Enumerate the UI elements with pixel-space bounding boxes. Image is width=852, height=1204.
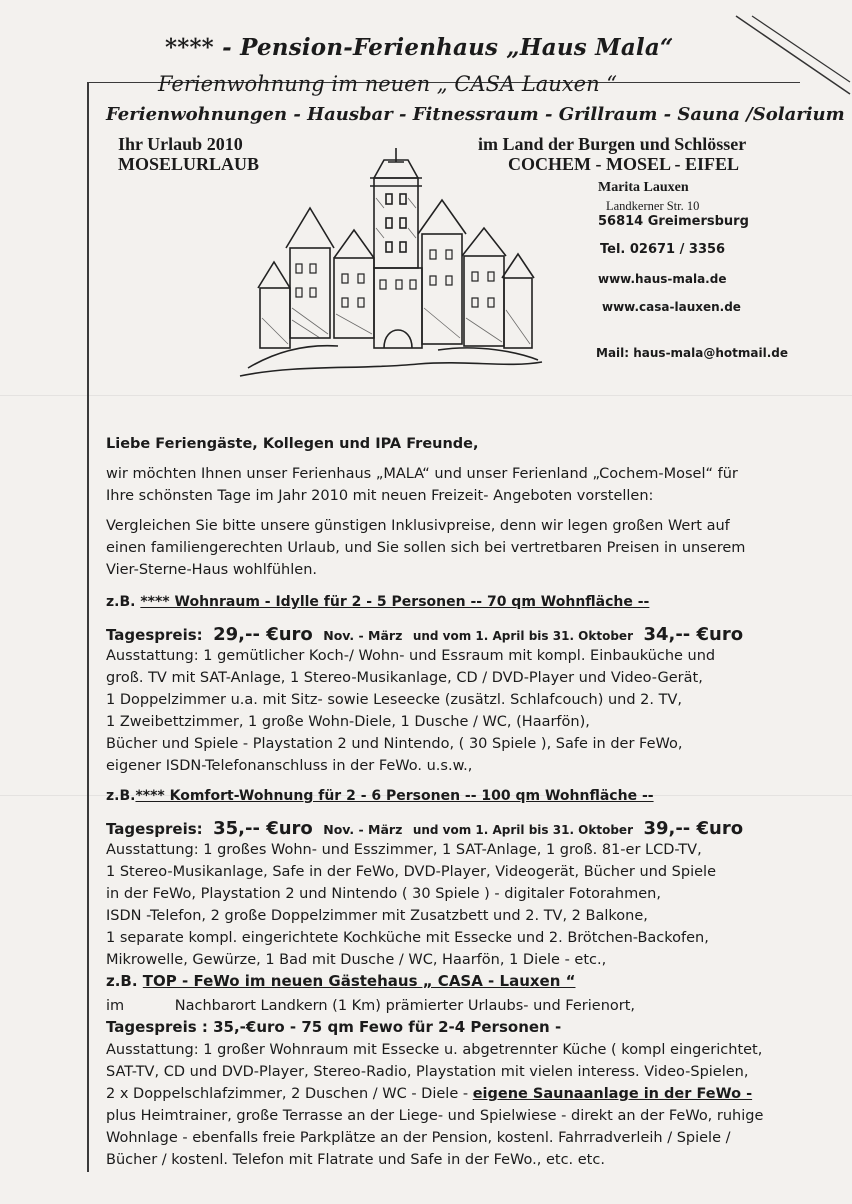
offer3-heading <box>106 972 575 990</box>
offer2-line: in der FeWo, Playstation 2 und Nintendo ( 30 Spiele ) - digitaler Fotorahmen, <box>106 886 661 902</box>
intro-line-1: wir möchten Ihnen unser Ferienhaus „MALA“ und unser Ferienland „Cochem-Mosel“ für <box>106 466 738 482</box>
offer1-line: Bücher und Spiele - Playstation 2 und Nintendo, ( 30 Spiele ), Safe in der FeWo, <box>106 736 683 752</box>
offer1-price-line <box>106 624 743 645</box>
offer2-price-label: Tagespreis: <box>106 820 203 838</box>
offer2-line: 1 Stereo-Musikanlage, Safe in der FeWo, DVD-Player, Videogerät, Bücher und Spiele <box>106 864 716 880</box>
offer1-season: Nov. - März <box>323 628 403 643</box>
header-left-1: Ihr Urlaub 2010 <box>118 134 243 154</box>
header-right-2: COCHEM - MOSEL - EIFEL <box>508 154 740 174</box>
offer2-heading <box>106 788 654 804</box>
compare-line-2: einen familiengerechten Urlaub, und Sie sollen sich bei vertretbaren Preisen in unserem <box>106 540 746 556</box>
offer2-season-2: und vom 1. April bis 31. Oktober <box>412 823 633 837</box>
header-title: **** - Pension-Ferienhaus „Haus Mala“ <box>165 34 674 61</box>
letter-greeting: Liebe Feriengäste, Kollegen und IPA Freunde, <box>106 436 479 452</box>
offer3-location: Nachbarort Landkern (1 Km) prämierter Urlaubs- und Ferienort, <box>174 998 636 1014</box>
offer3-line: plus Heimtrainer, große Terrasse an der Liege- und Spielwiese - direkt an der FeWo, ruhige <box>106 1108 764 1124</box>
offer2-line: 1 separate kompl. eingerichtete Kochküche mit Essecke und 2. Brötchen-Backofen, <box>106 930 709 946</box>
offer2-price-1: 35,-- €uro <box>213 818 313 839</box>
offer3-location-line <box>106 996 635 1018</box>
offer1-season-2: und vom 1. April bis 31. Oktober <box>412 629 633 643</box>
offer2-price-2: 39,-- €uro <box>643 818 744 839</box>
compare-line-3: Vier-Sterne-Haus wohlfühlen. <box>106 562 318 578</box>
contact-email[interactable]: Mail: haus-mala@hotmail.de <box>596 346 788 360</box>
offer3-sauna-highlight: eigene Saunaanlage in der FeWo - <box>472 1086 753 1102</box>
contact-website-1[interactable]: www.haus-mala.de <box>598 272 727 286</box>
offer3-line: SAT-TV, CD und DVD-Player, Stereo-Radio, Playstation mit vielen interess. Video-Spielen, <box>106 1064 749 1080</box>
header-amenities: Ferienwohnungen - Hausbar - Fitnessraum - Grillraum - Sauna /Solarium <box>106 104 845 125</box>
offer2-line: ISDN -Telefon, 2 große Doppelzimmer mit Zusatzbett und 2. TV, 2 Balkone, <box>106 908 648 924</box>
offer1-line: Ausstattung: 1 gemütlicher Koch-/ Wohn- und Essraum mit kompl. Einbauküche und <box>106 648 716 664</box>
offer1-heading <box>106 594 649 610</box>
corner-staple-lines <box>728 14 852 104</box>
offer2-price-line <box>106 818 743 839</box>
left-border-line <box>87 82 89 1172</box>
header-subtitle: Ferienwohnung im neuen „ CASA Lauxen “ <box>158 72 618 96</box>
offer3-prefix: z.B. <box>106 972 138 990</box>
header-left-2: MOSELURLAUB <box>118 154 260 174</box>
offer2-title: **** Komfort-Wohnung für 2 - 6 Personen -- 100 qm Wohnfläche -- <box>135 788 654 804</box>
contact-street: Landkerner Str. 10 <box>606 199 700 213</box>
contact-city: 56814 Greimersburg <box>598 214 749 229</box>
offer3-location-prefix: im <box>106 998 125 1014</box>
offer3-line: Wohnlage - ebenfalls freie Parkplätze an der Pension, kostenl. Fahrradverleih / Spiele / <box>106 1130 731 1146</box>
offer2-prefix: z.B. <box>106 788 136 804</box>
offer1-prefix: z.B. <box>106 594 141 610</box>
offer1-line: groß. TV mit SAT-Anlage, 1 Stereo-Musikanlage, CD / DVD-Player und Video-Gerät, <box>106 670 703 686</box>
offer3-line: Bücher / kostenl. Telefon mit Flatrate und Safe in der FeWo., etc. etc. <box>106 1152 605 1168</box>
offer1-line: eigener ISDN-Telefonanschluss in der FeWo. u.s.w., <box>106 758 473 774</box>
offer3-title: TOP - FeWo im neuen Gästehaus „ CASA - Lauxen “ <box>142 972 576 990</box>
offer1-price-label: Tagespreis: <box>106 626 203 644</box>
offer1-price-2: 34,-- €uro <box>643 624 744 645</box>
paper-fold <box>0 395 852 396</box>
offer2-season: Nov. - März <box>323 822 403 837</box>
castle-illustration <box>238 138 544 382</box>
offer3-line-3 <box>106 1084 752 1106</box>
contact-name: Marita Lauxen <box>598 180 689 195</box>
contact-website-2[interactable]: www.casa-lauxen.de <box>602 300 741 314</box>
offer1-line: 1 Zweibettzimmer, 1 große Wohn-Diele, 1 Dusche / WC, (Haarfön), <box>106 714 590 730</box>
intro-line-2: Ihre schönsten Tage im Jahr 2010 mit neuen Freizeit- Angeboten vorstellen: <box>106 488 654 504</box>
offer1-price-1: 29,-- €uro <box>213 624 313 645</box>
offer3-line3-start: 2 x Doppelschlafzimmer, 2 Duschen / WC - Diele - <box>106 1086 473 1102</box>
offer2-line: Mikrowelle, Gewürze, 1 Bad mit Dusche / WC, Haarfön, 1 Diele - etc., <box>106 952 607 968</box>
offer1-line: 1 Doppelzimmer u.a. mit Sitz- sowie Leseecke (zusätzl. Schlafcouch) und 2. TV, <box>106 692 683 708</box>
header-right-1: im Land der Burgen und Schlösser <box>478 134 747 154</box>
offer3-line: Ausstattung: 1 großer Wohnraum mit Essecke u. abgetrennter Küche ( kompl eingerichtet, <box>106 1042 763 1058</box>
offer3-price-line: Tagespreis : 35,-€uro - 75 qm Fewo für 2-4 Personen - <box>106 1018 562 1036</box>
contact-phone: Tel. 02671 / 3356 <box>600 242 726 257</box>
compare-line-1: Vergleichen Sie bitte unsere günstigen Inklusivpreise, denn wir legen großen Wert auf <box>106 518 730 534</box>
offer1-title: **** Wohnraum - Idylle für 2 - 5 Personen -- 70 qm Wohnfläche -- <box>140 594 650 610</box>
offer2-line: Ausstattung: 1 großes Wohn- und Esszimmer, 1 SAT-Anlage, 1 groß. 81-er LCD-TV, <box>106 842 702 858</box>
